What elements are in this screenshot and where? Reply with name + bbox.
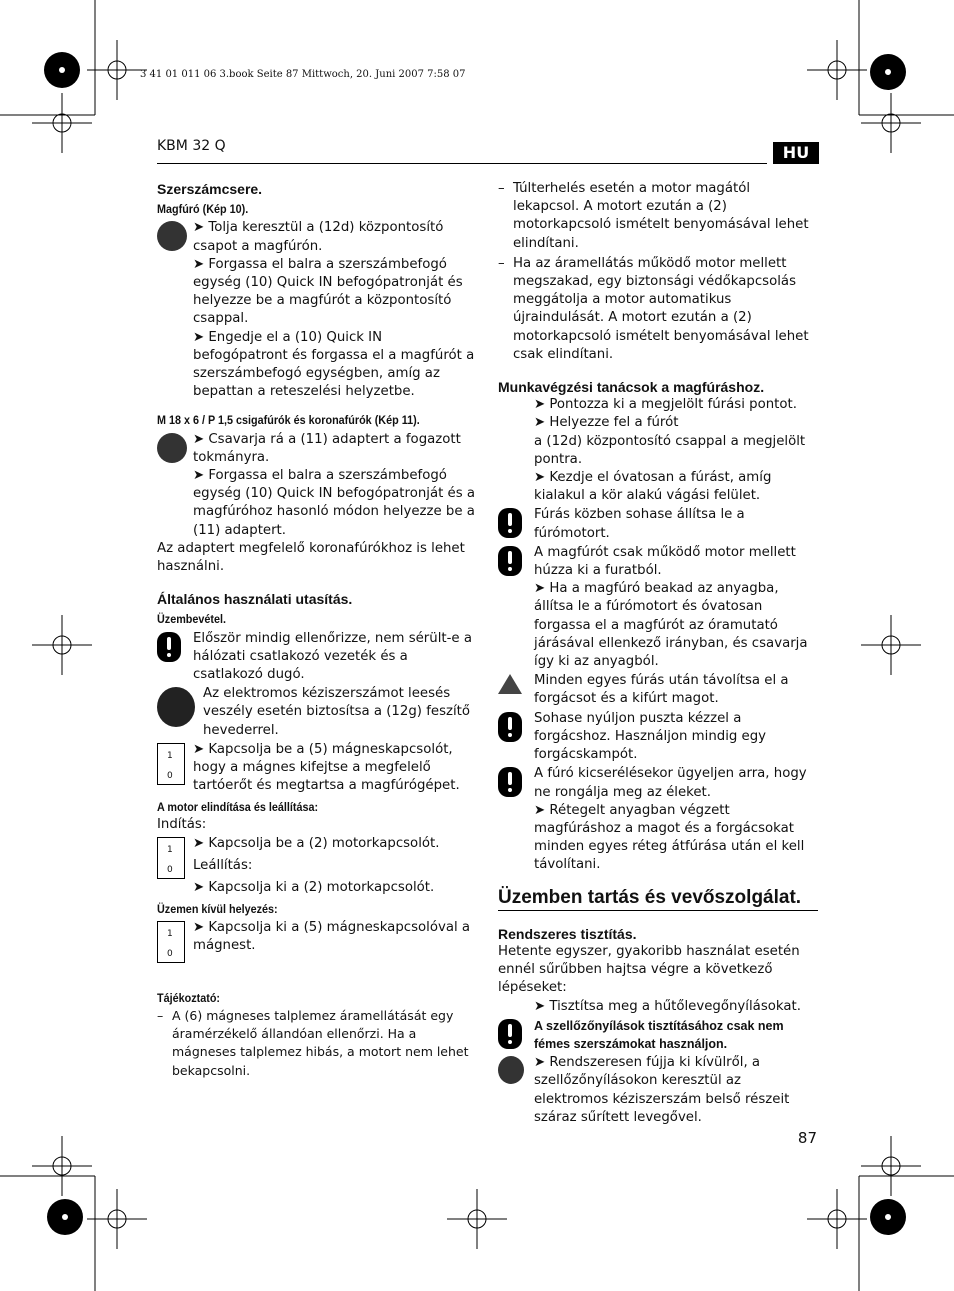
- exclamation-icon: [498, 767, 522, 797]
- warning-text: Fúrás közben sohase állítsa le a fúrómotort.: [534, 507, 745, 541]
- left-column: [157, 180, 477, 1082]
- step-row: [157, 431, 477, 467]
- subheading-note: Tájékoztató:: [157, 990, 221, 1005]
- model-name: KBM 32 Q: [157, 138, 226, 154]
- tool-chuck-icon: [157, 221, 187, 251]
- switch-icon: 1 0: [157, 921, 185, 963]
- dash-text: Ha az áramellátás működő motor mellett megszakad, egy biztonsági védőkapcsolás meggátolja a motor automatikus újraindulását. A motort ezután a (2) motorkapcsoló ismételt benyomásával lehet csak elindítani.: [513, 255, 809, 362]
- step-row: [157, 919, 477, 963]
- subheading-startup: Üzembevétel.: [157, 612, 227, 627]
- step-text: ➤ Kapcsolja ki a (5) mágneskapcsolóval a mágnest.: [193, 919, 471, 953]
- dash-item: – Ha az áramellátás működő motor mellett megszakad, egy biztonsági védőkapcsolás meggátolja a motor automatikus újraindulását. A motort ezután a (2) motorkapcsoló ismételt benyomásával lehet csak elindítani.: [498, 255, 818, 364]
- exclamation-icon: [498, 1019, 522, 1049]
- heading-tool-change: Szerszámcsere.: [157, 181, 263, 197]
- heading-general-use: Általános használati utasítás.: [157, 591, 353, 608]
- header-rule: [157, 163, 767, 164]
- step-row: [157, 741, 477, 796]
- paragraph: Indítás:: [157, 816, 207, 832]
- note-text: A (6) mágneses talplemez áramellátását egy áramérzékelő állandóan ellenőrzi. Ha a mágneses talplemez hibás, a motort nem lehet bekapcsolni.: [172, 1007, 469, 1078]
- subheading-core-drill: Magfúró (Kép 10).: [157, 202, 249, 217]
- warning-row: [498, 672, 818, 708]
- exclamation-icon: [157, 632, 181, 662]
- warning-text: Minden egyes fúrás után távolítsa el a forgácsot és a kifúrt magot.: [534, 673, 789, 707]
- step-text: ➤ Pontozza ki a megjelölt fúrási pontot.: [534, 397, 797, 413]
- protective-mask-icon: [498, 1056, 524, 1084]
- step-text: ➤ Forgassa el balra a szerszámbefogó egység (10) Quick IN befogópatronját és a magfúróhoz hasonló módon helyezze be a (11) adaptert.: [193, 468, 476, 538]
- warning-text: A szellőzőnyílások tisztításához csak nem fémes szerszámokat használjon.: [534, 1018, 784, 1051]
- warning-text: Először mindig ellenőrizze, nem sérült-e a hálózati csatlakozó vezeték és a csatlakozó dugó.: [193, 630, 472, 683]
- step-text: ➤ Tisztítsa meg a hűtőlevegőnyílásokat.: [534, 998, 801, 1014]
- paragraph: Az adaptert megfelelő koronafúrókhoz is lehet használni.: [157, 540, 465, 575]
- exclamation-icon: [498, 508, 522, 538]
- switch-icon: 1 0: [157, 743, 185, 785]
- step-row: [498, 1054, 818, 1127]
- subheading-shutdown: Üzemen kívül helyezés:: [157, 901, 278, 916]
- step-text: ➤ Kezdje el óvatosan a fúrást, amíg kialakul a kör alakú vágási felület.: [534, 470, 772, 504]
- step-text: ➤ Rétegelt anyagban végzett magfúráshoz a magot és a forgácsokat minden egyes réteg átfúrása után el kell távolítani.: [534, 802, 805, 873]
- step-row: [157, 835, 477, 898]
- paragraph: Leállítás:: [193, 858, 253, 874]
- page-number: 87: [797, 1129, 817, 1147]
- step-text: ➤ Forgassa el balra a szerszámbefogó egység (10) Quick IN befogópatronját és helyezze be a magfúrót a központosító csappal.: [193, 256, 463, 327]
- subheading-motor-start-stop: A motor elindítása és leállítása:: [157, 799, 319, 814]
- warning-text: A magfúrót csak működő motor mellett húzza ki a furatból.: [534, 544, 796, 579]
- note-item: – A (6) mágneses talplemez áramellátását egy áramérzékelő állandóan ellenőrzi. Ha a mágneses talplemez hibás, a motort nem lehet bekapcsolni.: [157, 1007, 477, 1080]
- warning-row: [498, 765, 818, 801]
- step-text: ➤ Kapcsolja ki a (2) motorkapcsolót.: [193, 880, 435, 896]
- exclamation-icon: [498, 712, 522, 742]
- exclamation-icon: [498, 546, 522, 576]
- switch-icon: 1 0: [157, 837, 185, 879]
- paragraph: Hetente egyszer, gyakoribb használat esetén ennél sűrűbben hajtsa végre a következő lépéseket:: [498, 943, 800, 996]
- step-text: a (12d) központosító csappal a megjelölt pontra.: [534, 433, 806, 467]
- step-text: ➤ Engedje el a (10) Quick IN befogópatront és forgassa el a magfúrót a szerszámbefogó egységben, amíg az bepattan a reteszelési helyzetbe.: [193, 329, 475, 400]
- step-text: ➤ Kapcsolja be a (5) mágneskapcsolót, hogy a mágnes kifejtse a megfelelő tartóerőt és megtartsa a magfúrógépet.: [193, 741, 460, 794]
- warning-text: Sohase nyúljon puszta kézzel a forgácshoz. Használjon mindig egy forgácskampót.: [534, 710, 767, 763]
- heading-work-tips: Munkavégzési tanácsok a magfúráshoz.: [498, 379, 765, 396]
- print-metadata: 3 41 01 011 06 3.book Seite 87 Mittwoch, 20. Juni 2007 7:58 07: [140, 69, 466, 80]
- step-text: ➤ Tolja keresztül a (12d) központosító csapot a magfúrón.: [193, 220, 444, 254]
- warning-row: [498, 544, 818, 580]
- warning-row: [498, 1017, 818, 1053]
- warning-text: A fúró kicserélésekor ügyeljen arra, hogy ne rongálja meg az éleket.: [534, 766, 807, 800]
- hot-surface-warning-icon: [498, 674, 522, 694]
- warning-text: Az elektromos kéziszerszámot leesés veszély esetén biztosítsa a (12g) feszítő hevederrel.: [203, 686, 471, 738]
- warning-row: [157, 685, 477, 740]
- step-text: ➤ Rendszeresen fújja ki kívülről, a szellőzőnyílásokon keresztül az elektromos kéziszerszám belső részeit száraz sűrített levegővel.: [534, 1055, 790, 1125]
- safety-strap-icon: [157, 687, 195, 727]
- heading-maintenance: Üzemben tartás és vevőszolgálat.: [498, 889, 818, 911]
- step-text: ➤ Csavarja rá a (11) adaptert a fogazott tokmányra.: [193, 431, 461, 465]
- subheading-twist-drills: M 18 x 6 / P 1,5 csigafúrók és koronafúrók (Kép 11).: [157, 413, 420, 428]
- warning-row: [157, 630, 477, 685]
- dash-text: Túlterhelés esetén a motor magától lekapcsol. A motort ezután a (2) motorkapcsoló ismételt benyomásával lehet elindítani.: [513, 181, 809, 251]
- step-text: ➤ Helyezze fel a fúrót: [534, 415, 679, 431]
- warning-row: [498, 506, 818, 542]
- tool-chuck-icon: [157, 433, 187, 463]
- right-column: [498, 180, 818, 1127]
- dash-item: – Túlterhelés esetén a motor magától lekapcsol. A motort ezután a (2) motorkapcsoló ismételt benyomásával lehet elindítani.: [498, 180, 818, 253]
- language-badge: HU: [773, 142, 819, 164]
- step-text: ➤ Kapcsolja be a (2) motorkapcsolót.: [193, 835, 440, 851]
- step-text: ➤ Ha a magfúró beakad az anyagba, állítsa le a fúrómotort és óvatosan forgassa el a magfúrót az óramutató járásával ellenkező irányban, és csavarja így ki az anyagból.: [534, 581, 808, 670]
- warning-row: [498, 710, 818, 765]
- heading-cleaning: Rendszeres tisztítás.: [498, 925, 637, 942]
- step-row: [157, 219, 477, 255]
